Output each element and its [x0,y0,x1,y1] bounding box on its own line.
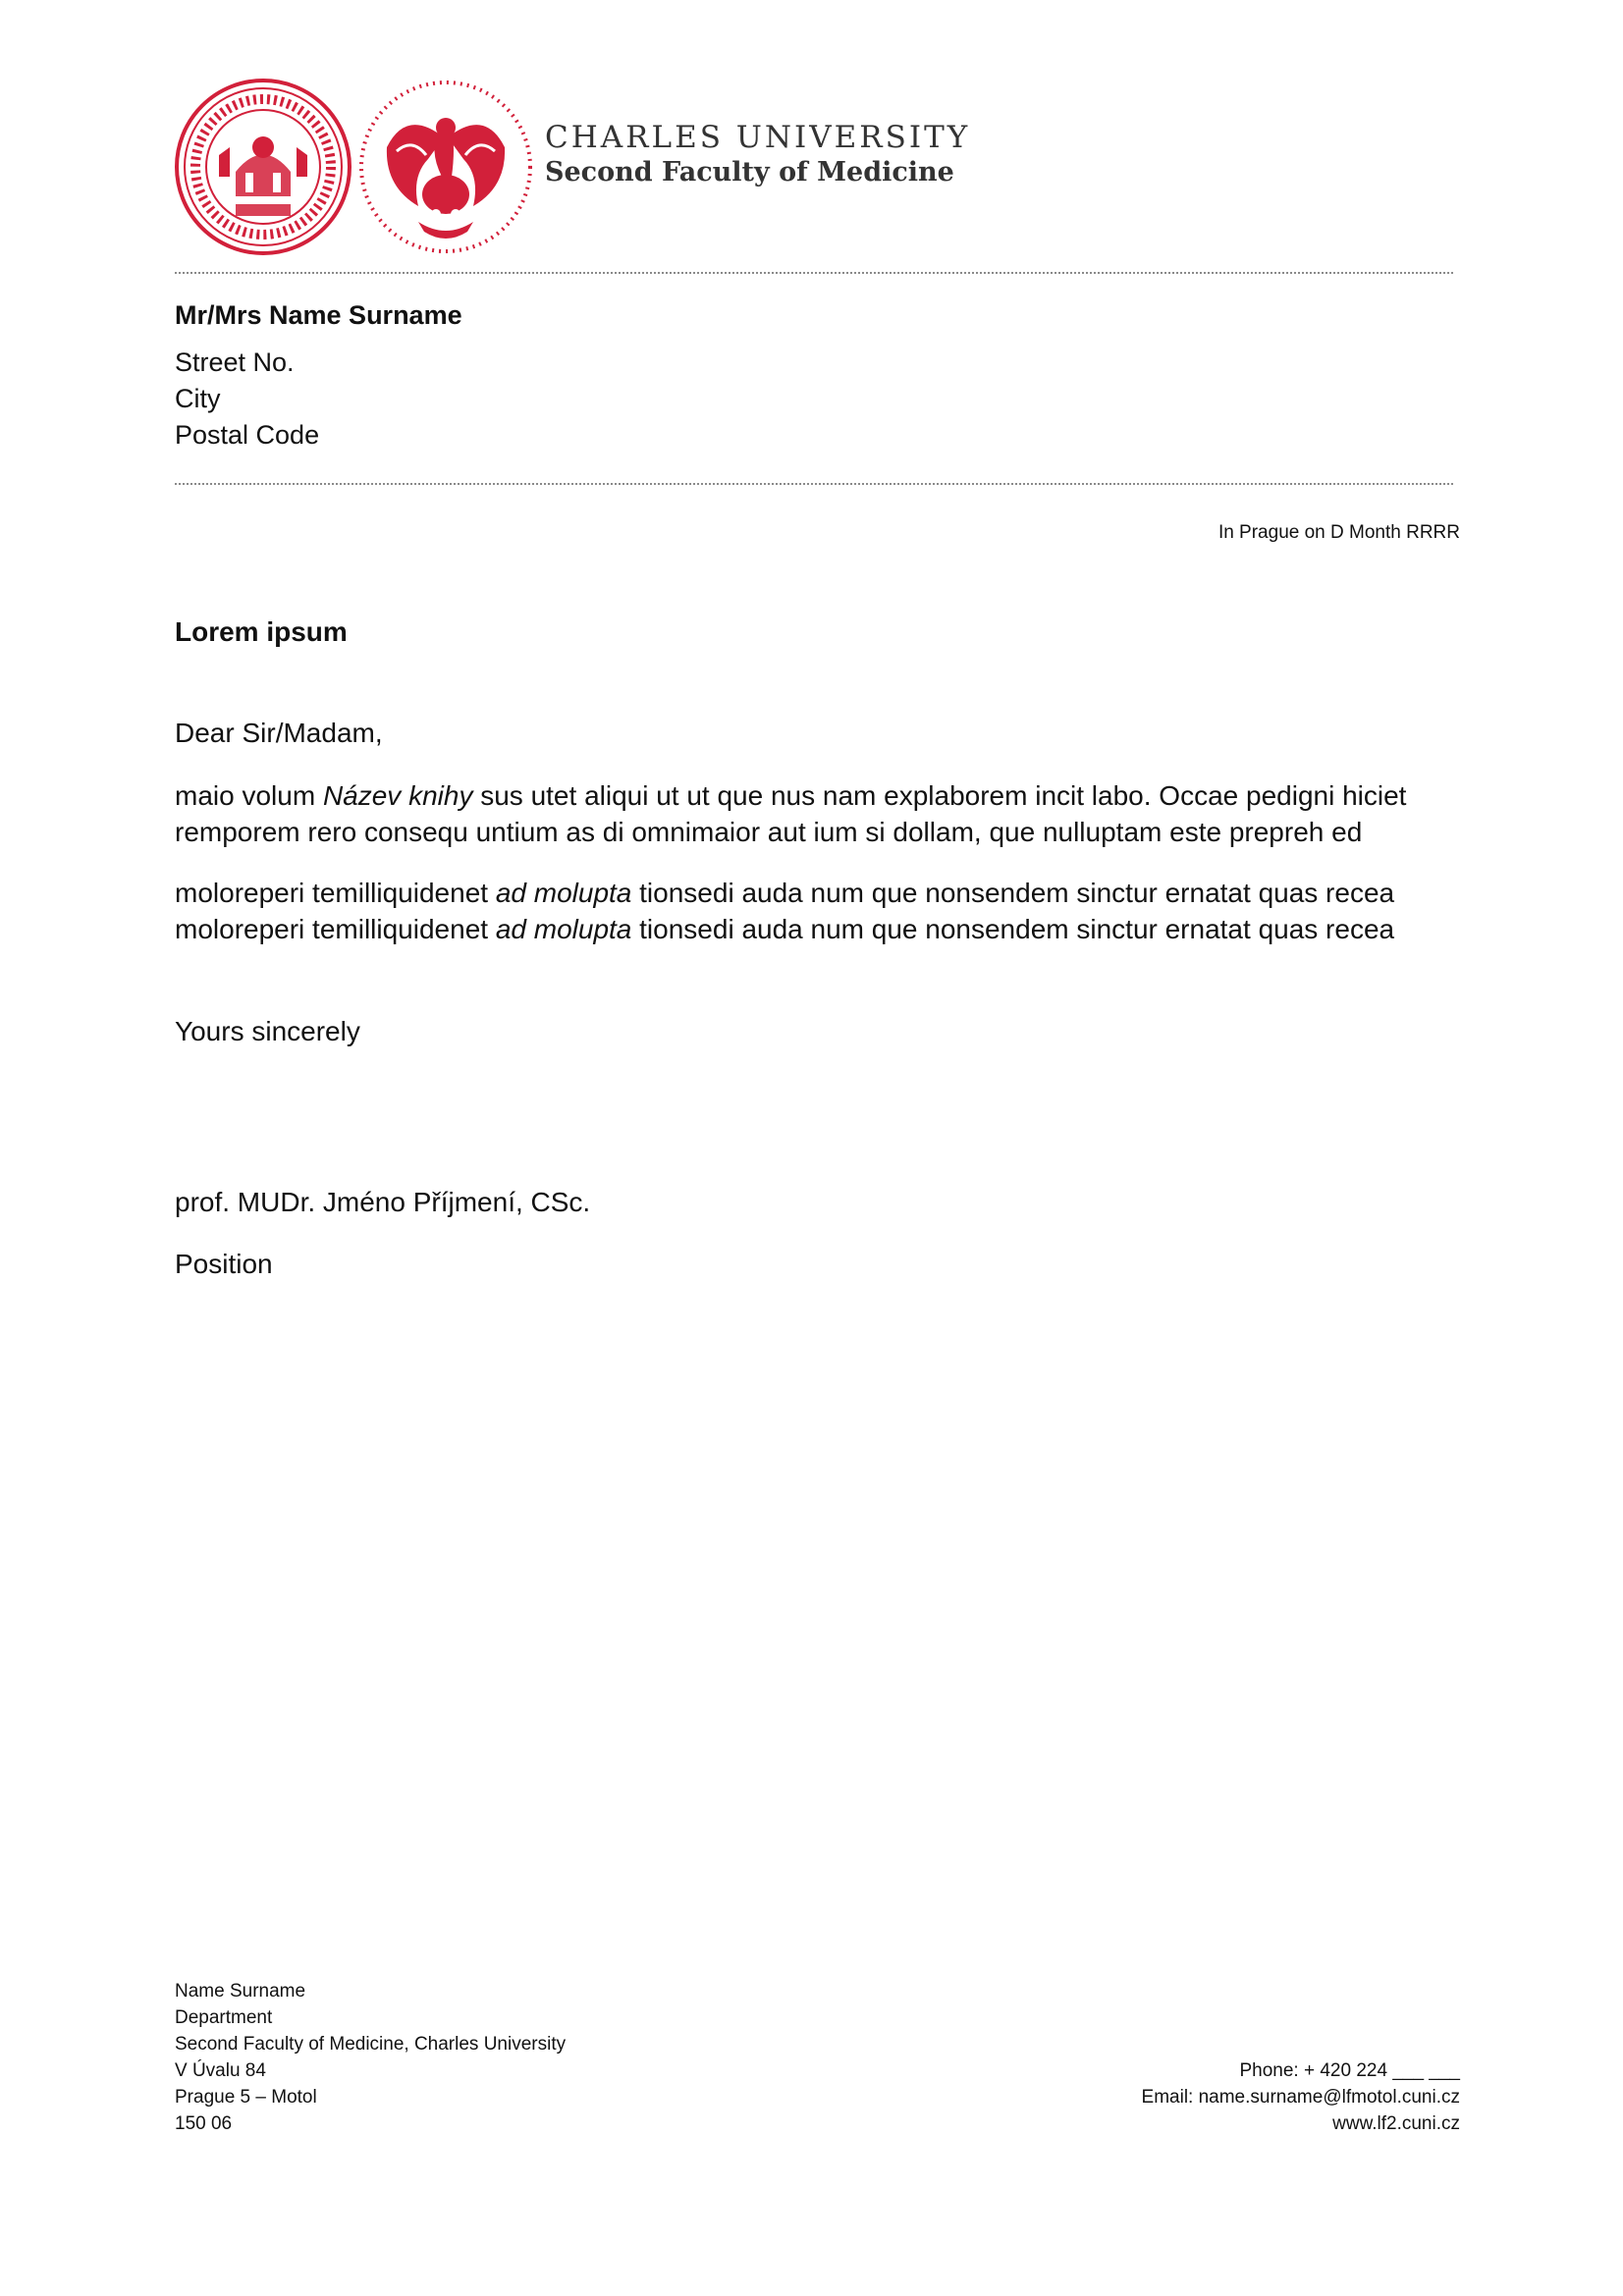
faculty-name: Second Faculty of Medicine [545,157,954,187]
footer-zip: 150 06 [175,2113,233,2134]
closing: Yours sincerely [175,1016,360,1046]
signatory-name: prof. MUDr. Jméno Příjmení, CSc. [175,1187,591,1217]
recipient-street: Street No. [175,347,295,377]
address-divider [175,483,1453,485]
text-run: sus utet aliqui ut ut que nus nam explaborem incit labo. Occae pedigni hiciet [472,780,1407,811]
paragraph1-line2: remporem rero consequ untium as di omnimaior aut ium si dollam, que nulluptam este prepreh ed [175,817,1363,847]
text-run: tionsedi auda num que nonsendem sinctur ernatat quas recea [631,878,1395,908]
footer-website[interactable]: www.lf2.cuni.cz [1332,2113,1460,2134]
footer-phone: Phone: + 420 224 ___ ___ [1239,2060,1460,2081]
paragraph2-line2 [175,914,1394,945]
text-run: moloreperi temilliquidenet [175,914,496,944]
pelican-emblem-icon [357,79,534,255]
emphasis: ad molupta [495,914,632,944]
recipient-city: City [175,384,221,413]
university-name: CHARLES UNIVERSITY [545,120,971,155]
university-seal-icon [175,79,352,255]
paragraph2-line1 [175,878,1394,909]
header-divider [175,272,1453,274]
text-run: maio volum [175,780,323,811]
letter-subject: Lorem ipsum [175,616,348,647]
footer-institution: Second Faculty of Medicine, Charles University [175,2034,567,2055]
text-run: moloreperi temilliquidenet [175,878,496,908]
signatory-position: Position [175,1249,273,1279]
emphasis: ad molupta [495,878,632,908]
footer-email[interactable]: Email: name.surname@lfmotol.cuni.cz [1141,2087,1460,2108]
book-title: Název knihy [322,780,473,811]
date-line: In Prague on D Month RRRR [1217,522,1460,543]
salutation: Dear Sir/Madam, [175,718,383,748]
recipient-name: Mr/Mrs Name Surname [175,300,462,330]
footer-city: Prague 5 – Motol [175,2087,317,2108]
footer-name: Name Surname [175,1981,306,2002]
paragraph1-line1 [175,780,1406,812]
footer-department: Department [175,2007,273,2028]
footer-street: V Úvalu 84 [175,2060,266,2081]
recipient-postal-code: Postal Code [175,420,320,450]
text-run: tionsedi auda num que nonsendem sinctur ernatat quas recea [631,914,1395,944]
